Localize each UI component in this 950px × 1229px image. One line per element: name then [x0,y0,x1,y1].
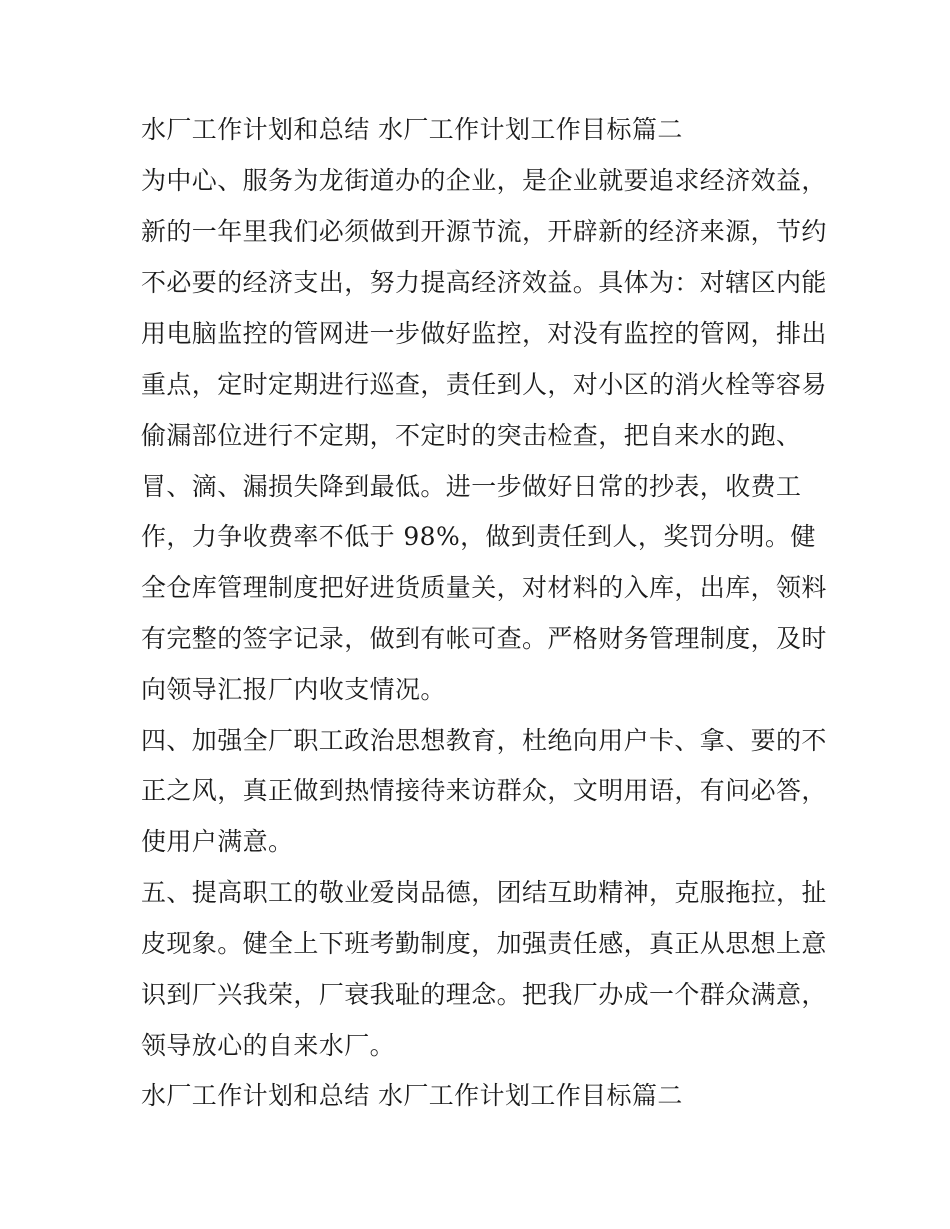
paragraph-line: 作，力争收费率不低于 98%，做到责任到人，奖罚分明。健 [141,522,816,551]
section-heading: 水厂工作计划和总结 水厂工作计划工作目标篇二 [141,1081,683,1110]
paragraph-line: 正之风，真正做到热情接待来访群众，文明用语，有问必答， [141,776,827,805]
paragraph-line: 识到厂兴我荣，厂衰我耻的理念。把我厂办成一个群众满意， [141,980,827,1009]
paragraph-line: 重点，定时定期进行巡查，责任到人，对小区的消火栓等容易 [141,370,827,399]
paragraph-line: 向领导汇报厂内收支情况。 [141,675,446,704]
paragraph-line: 用电脑监控的管网进一步做好监控，对没有监控的管网，排出 [141,319,827,348]
paragraph-line: 全仓库管理制度把好进货质量关，对材料的入库，出库，领料 [141,573,827,602]
section-heading: 水厂工作计划和总结 水厂工作计划工作目标篇二 [141,115,683,144]
paragraph-line: 四、加强全厂职工政治思想教育，杜绝向用户卡、拿、要的不 [141,726,827,755]
paragraph-line: 冒、滴、漏损失降到最低。进一步做好日常的抄表，收费工 [141,472,802,501]
paragraph-line: 皮现象。健全上下班考勤制度，加强责任感，真正从思想上意 [141,929,827,958]
paragraph-line: 不必要的经济支出，努力提高经济效益。具体为：对辖区内能 [141,268,827,297]
paragraph-line: 五、提高职工的敬业爱岗品德，团结互助精神，克服拖拉，扯 [141,878,827,907]
paragraph-line: 领导放心的自来水厂。 [141,1031,396,1060]
paragraph-line: 为中心、服务为龙街道办的企业，是企业就要追求经济效益， [141,166,827,195]
paragraph-line: 新的一年里我们必须做到开源节流，开辟新的经济来源，节约 [141,217,827,246]
paragraph-line: 使用户满意。 [141,827,294,856]
paragraph-line: 偷漏部位进行不定期，不定时的突击检查，把自来水的跑、 [141,421,802,450]
paragraph-line: 有完整的签字记录，做到有帐可查。严格财务管理制度，及时 [141,624,827,653]
